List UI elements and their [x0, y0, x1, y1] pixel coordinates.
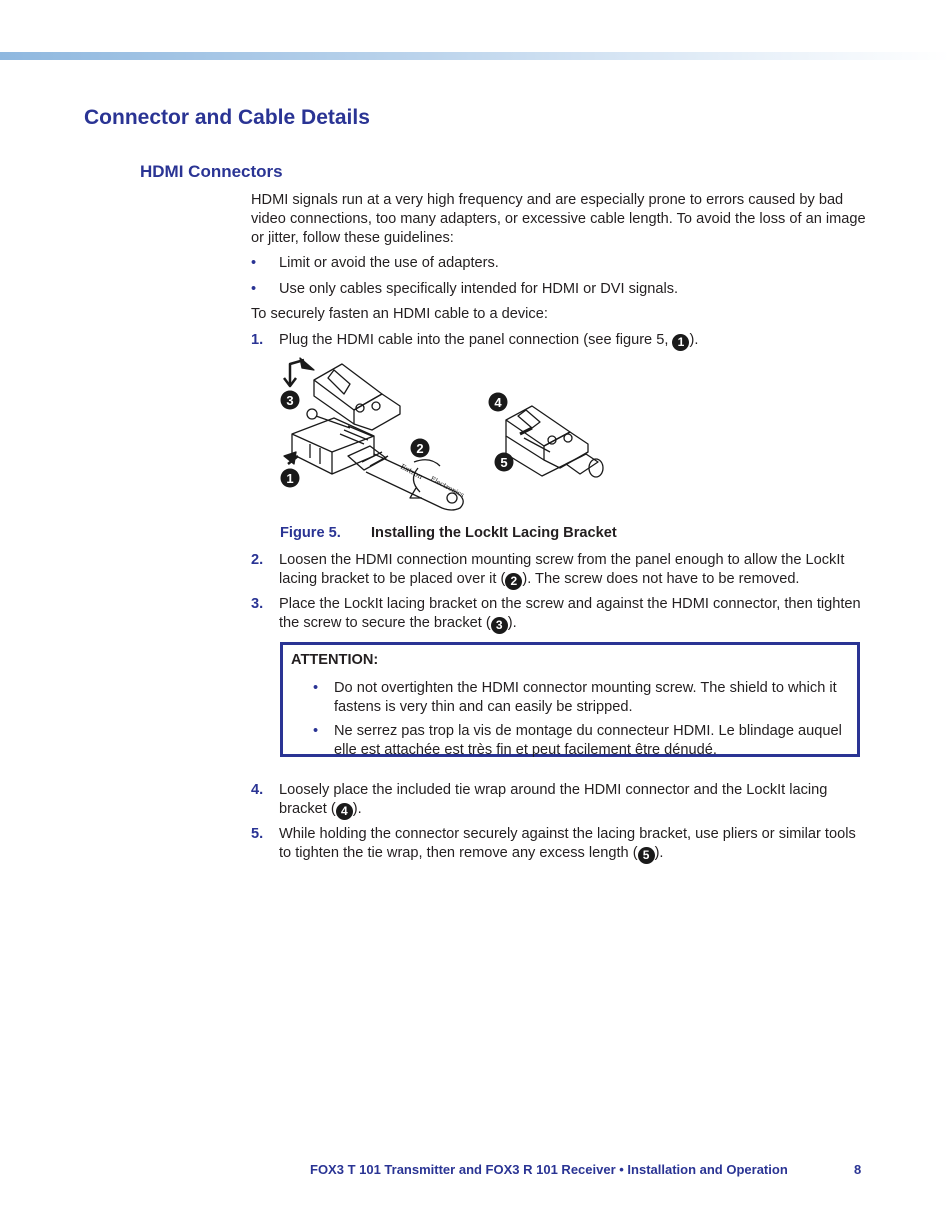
fasten-intro: To securely fasten an HDMI cable to a device:	[251, 306, 548, 322]
step-text: Loosen the HDMI connection mounting screw from the panel enough to allow the LockIt lacing bracket to be placed over it ( 2 ). The screw does not have to be removed.	[279, 552, 845, 588]
step-text: While holding the connector securely against the lacing bracket, use pliers or similar tools to tighten the tie wrap, then remove any excess length ( 5 ).	[279, 826, 856, 862]
header-gradient-bar	[0, 52, 950, 60]
callout-marker: 5	[638, 847, 655, 864]
attention-box	[280, 642, 860, 757]
step-number: 5.	[251, 826, 264, 842]
step-text: Loosely place the included tie wrap around the HDMI connector and the LockIt lacing bracket ( 4 ).	[279, 782, 828, 818]
bullet-icon: •	[251, 255, 257, 271]
lockit-bracket-illustration	[270, 352, 620, 518]
callout-label: 3	[286, 393, 294, 408]
callout-marker: 1	[672, 334, 689, 351]
step-number: 4.	[251, 782, 264, 798]
guideline-text: Use only cables specifically intended for HDMI or DVI signals.	[279, 281, 679, 297]
page-heading: Connector and Cable Details	[84, 106, 370, 129]
figure-label: Figure 5.	[280, 525, 341, 541]
attention-title: ATTENTION:	[291, 652, 379, 668]
step-number: 2.	[251, 552, 264, 568]
assembled-connector-drawing	[506, 406, 603, 477]
guideline-text: Limit or avoid the use of adapters.	[279, 255, 499, 271]
step-text: Plug the HDMI cable into the panel connection (see figure 5, 1 ).	[279, 332, 699, 349]
attention-text: Do not overtighten the HDMI connector mounting screw. The shield to which it fastens is very thin and can easily be stripped.	[334, 680, 837, 715]
attention-text: Ne serrez pas trop la vis de montage du connecteur HDMI. Le blindage auquel elle est attachée est très fin et peut facilement être dénudé.	[334, 723, 842, 758]
section-heading: HDMI Connectors	[140, 162, 283, 181]
bullet-icon: •	[313, 680, 319, 696]
bullet-icon: •	[251, 281, 257, 297]
step-text: Place the LockIt lacing bracket on the screw and against the HDMI connector, then tighten the screw to secure the bracket ( 3 ).	[279, 596, 861, 632]
step-number: 1.	[251, 332, 264, 348]
cable-brand-text: Electronics	[429, 474, 466, 500]
hdmi-connector-drawing	[292, 409, 388, 474]
callout-label: 2	[416, 441, 424, 456]
figure-title: Installing the LockIt Lacing Bracket	[371, 525, 617, 541]
callout-label: 4	[494, 395, 502, 410]
callout-marker: 4	[336, 803, 353, 820]
callout-marker: 3	[491, 617, 508, 634]
page-footer: FOX3 T 101 Transmitter and FOX3 R 101 Receiver • Installation and Operation	[310, 1162, 788, 1177]
step-number: 3.	[251, 596, 264, 612]
intro-paragraph: HDMI signals run at a very high frequency and are especially prone to errors caused by bad video connections, too many adapters, or excessive cable length. To avoid the loss of an image or jitter, follow these guidelines:	[251, 192, 866, 246]
bullet-icon: •	[313, 723, 319, 739]
cable-brand-text: Extron	[399, 462, 424, 482]
callout-marker: 2	[505, 573, 522, 590]
page-number: 8	[854, 1162, 862, 1177]
callout-label: 1	[286, 471, 294, 486]
callout-label: 5	[500, 455, 508, 470]
figure-caption	[280, 525, 617, 541]
